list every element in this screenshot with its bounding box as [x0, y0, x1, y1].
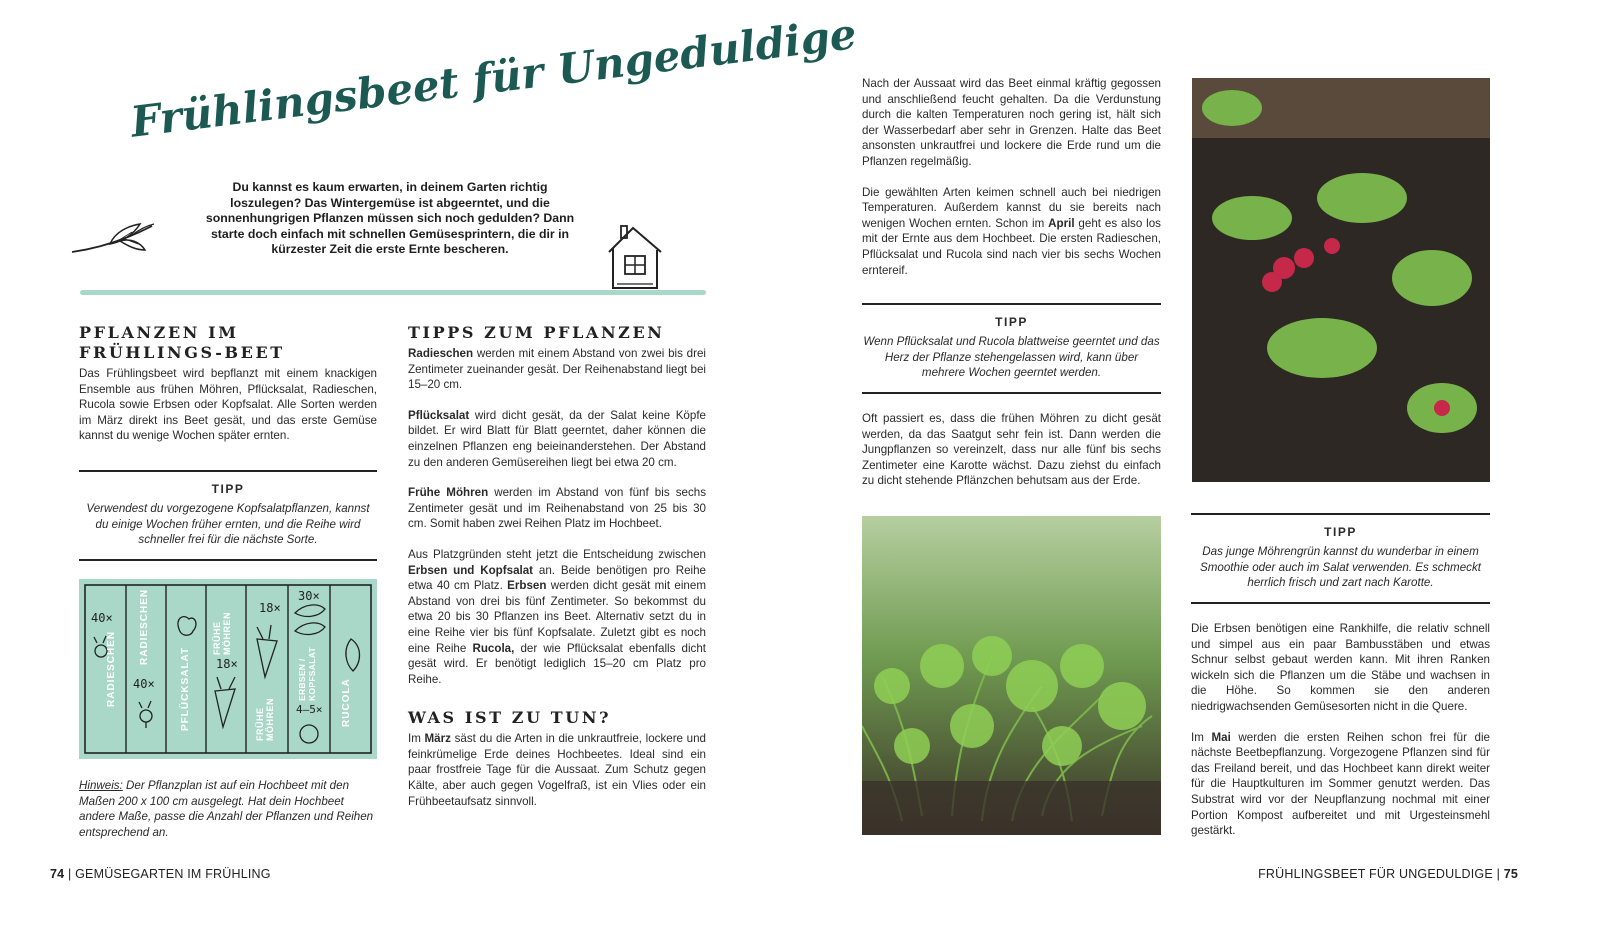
- tipp-title: TIPP: [1324, 525, 1357, 539]
- tipp-text: Das junge Möhrengrün kannst du wunderbar in einem Smoothie oder auch im Salat verwenden. Es schmeckt herrlich frisch und zart nach Karotte.: [1200, 545, 1481, 589]
- plan-count: 40×: [91, 611, 113, 625]
- page-title: Frühlingsbeet für Ungeduldige: [128, 8, 859, 147]
- plan-label: ERBSEN / KOPFSALAT: [297, 646, 317, 701]
- tipp-box-right-1: [862, 303, 1161, 394]
- right-col-1-lower: [862, 411, 1161, 489]
- plan-count: 40×: [133, 677, 155, 691]
- paragraph: Oft passiert es, dass die frühen Möhren zu dicht gesät werden, da das Saatgut sehr fein ist. Dann werden die Jungpflanzen so vereinzelt, dass nur alle fünf bis sechs Zentimeter eine Karotte wächst. Dazu ziehst du einfach zu dicht stehende Pflänzchen behutsam aus der Erde.: [862, 412, 1161, 488]
- note-label: Hinweis:: [79, 779, 123, 792]
- paragraph: Das Frühlingsbeet wird bepflanzt mit einem knackigen Ensemble aus frühen Möhren, Pflücksalat, Radieschen, Rucola sowie Erbsen oder Kopfsalat. Alle Sorten werden im März direkt ins Beet gesät, und das erste Gemüse kannst du wenige Wochen später ernten.: [79, 367, 377, 443]
- mint-divider: [80, 290, 706, 295]
- paragraph: Pflücksalat wird dicht gesät, da der Salat keine Köpfe bildet. Er wird Blatt für Blatt geerntet, daher können die einzelnen Pflanzen eng beieinanderstehen. Der Abstand zu den anderen Gemüsereihen liegt bei etwa 20 cm.: [408, 408, 706, 469]
- left-col-1: [79, 323, 377, 444]
- leaf-branch-icon: [70, 220, 160, 265]
- paragraph: Die gewählten Arten keimen schnell auch bei niedrigen Temperaturen. Außerdem kannst du sie bereits nach wenigen Wochen ernten. Schon im April geht es also los mit der Ernte aus dem Hochbeet. Die ersten Radieschen, Pflücksalat und Rucola sind nach vier bis sechs Wochen erntereif.: [862, 185, 1161, 277]
- planting-plan: [79, 579, 377, 759]
- plan-count: 18×: [216, 657, 238, 671]
- note-text: Der Pflanzplan ist auf ein Hochbeet mit den Maßen 200 x 100 cm ausgelegt. Hat dein Hochbeet andere Maße, passe die Anzahl der Pflanzen und Reihen entsprechend an.: [79, 779, 374, 839]
- tipp-box-left: [79, 470, 377, 561]
- paragraph: Radieschen werden mit einem Abstand von zwei bis drei Zentimeter zueinander gesät. Der Reihenabstand liegt bei 15–20 cm.: [408, 347, 706, 392]
- heading-pflanzen: PFLANZEN IM FRÜHLINGS-BEET: [79, 323, 285, 362]
- plan-count: 4–5×: [296, 703, 323, 716]
- heading-tipps: TIPPS ZUM PFLANZEN: [408, 323, 665, 342]
- plan-label: RADIESCHEN: [106, 630, 117, 707]
- footer-separator: |: [1496, 867, 1504, 881]
- running-head: FRÜHLINGSBEET FÜR UNGEDULDIGE: [1258, 867, 1493, 881]
- paragraph: Frühe Möhren werden im Abstand von fünf bis sechs Zentimeter gesät und im Reihenabstand von 25 bis 30 cm. Somit haben zwei Reihen Platz im Hochbeet.: [408, 486, 706, 531]
- running-head: GEMÜSEGARTEN IM FRÜHLING: [75, 867, 271, 881]
- tipp-box-right-2: [1191, 513, 1490, 604]
- plan-label: PFLÜCKSALAT: [180, 646, 191, 731]
- intro-text: Du kannst es kaum erwarten, in deinem Garten richtig loszulegen? Das Wintergemüse ist abgeerntet, und die sonnenhungrigen Pflanzen müssen sich noch gedulden? Dann starte doch einfach mit schnellen Gemüsesprintern, die dir in kürzester Zeit die erste Ernte bescheren.: [205, 180, 575, 257]
- house-icon: [603, 222, 667, 294]
- page-title-wrap: [128, 8, 859, 178]
- tipp-text: Verwendest du vorgezogene Kopfsalatpflanzen, kannst du einige Wochen früher ernten, und die Reihe wird schneller frei für die nächste Sorte.: [86, 502, 370, 546]
- paragraph: Die Erbsen benötigen eine Rankhilfe, die relativ schnell und simpel aus ein paar Bambusstäben und etwas Schnur selbst gebaut werden kann. Mit ihren Ranken wickeln sich die Pflanzen um die Stäbe und wachsen in die Höhe. So kommen sie den anderen niedrigwachsenden Gemüsesorten nicht in die Quere.: [1191, 622, 1490, 713]
- tipp-title: TIPP: [995, 315, 1028, 329]
- paragraph: Im Mai werden die ersten Reihen schon frei für die nächste Beetbepflanzung. Vorgezogene Pflanzen sind für das Freiland bereit, und das Hochbeet kann direkt weiter für die Hauptkulturen im Sommer genutzt werden. Das Substrat wird vor der Neupflanzung nochmal mit einer Portion Kompost aufbereitet und mit Urgesteinsmehl gestärkt.: [1191, 730, 1490, 838]
- paragraph: Nach der Aussaat wird das Beet einmal kräftig gegossen und anschließend feucht gehalten. Da die Verdunstung durch die kalten Temperaturen noch gering ist, hält sich der Wasserbedarf aber sehr in Grenzen. Halte das Beet ansonsten unkrautfrei und lockere die Erde rund um die Pflanzen regelmäßig.: [862, 77, 1161, 168]
- paragraph: Aus Platzgründen steht jetzt die Entscheidung zwischen Erbsen und Kopfsalat an. Beide benötigen pro Reihe etwa 40 cm Platz. Erbsen werden dicht gesät mit einem Abstand von drei bis fünf Zentimeter. So bekommst du etwa 20 bis 30 Pflanzen ins Beet. Alternativ setzt du in eine Reihe vier bis fünf Kopfsalate. Zuletzt gibt es noch eine Reihe Rucola, der wie Pflücksalat ebenfalls dicht gesät wird. Er benötigt lediglich 15–20 cm Platz pro Reihe.: [408, 547, 707, 686]
- left-col-2: [408, 323, 706, 809]
- footer-separator: |: [68, 867, 76, 881]
- plan-label: FRÜHE MÖHREN: [212, 612, 232, 655]
- carrot-seedlings-photo: [862, 516, 1161, 835]
- tipp-title: TIPP: [211, 482, 245, 496]
- plan-label: FRÜHE MÖHREN: [255, 698, 275, 741]
- heading-was-tun: WAS IST ZU TUN?: [408, 708, 612, 728]
- page-number: 74: [50, 867, 65, 881]
- plan-count: 30×: [298, 589, 320, 603]
- plan-label: RUCOLA: [341, 678, 352, 727]
- right-col-2: [1191, 621, 1490, 839]
- right-col-1: [862, 76, 1161, 278]
- page-number: 75: [1503, 867, 1518, 881]
- plan-count: 18×: [259, 601, 281, 615]
- paragraph: Im März säst du die Arten in die unkrautfreie, lockere und feinkrümelige Erde deines Hochbeetes. Ideal sind ein paar frostfreie Tage für die Aussaat. Zum Schutz gegen Kälte, aber auch gegen Vogelfraß, ist ein Vlies oder ein Frühbeetaufsatz sinnvoll.: [408, 732, 706, 808]
- footer-left: [50, 867, 271, 881]
- footer-right: [1258, 867, 1518, 881]
- plan-label: RADIESCHEN: [139, 588, 150, 665]
- radish-bed-photo: [1192, 78, 1490, 482]
- tipp-text: Wenn Pflücksalat und Rucola blattweise geerntet und das Herz der Pflanze stehengelassen wird, kann über mehrere Wochen geerntet werden.: [863, 335, 1160, 379]
- plan-note: [79, 778, 377, 840]
